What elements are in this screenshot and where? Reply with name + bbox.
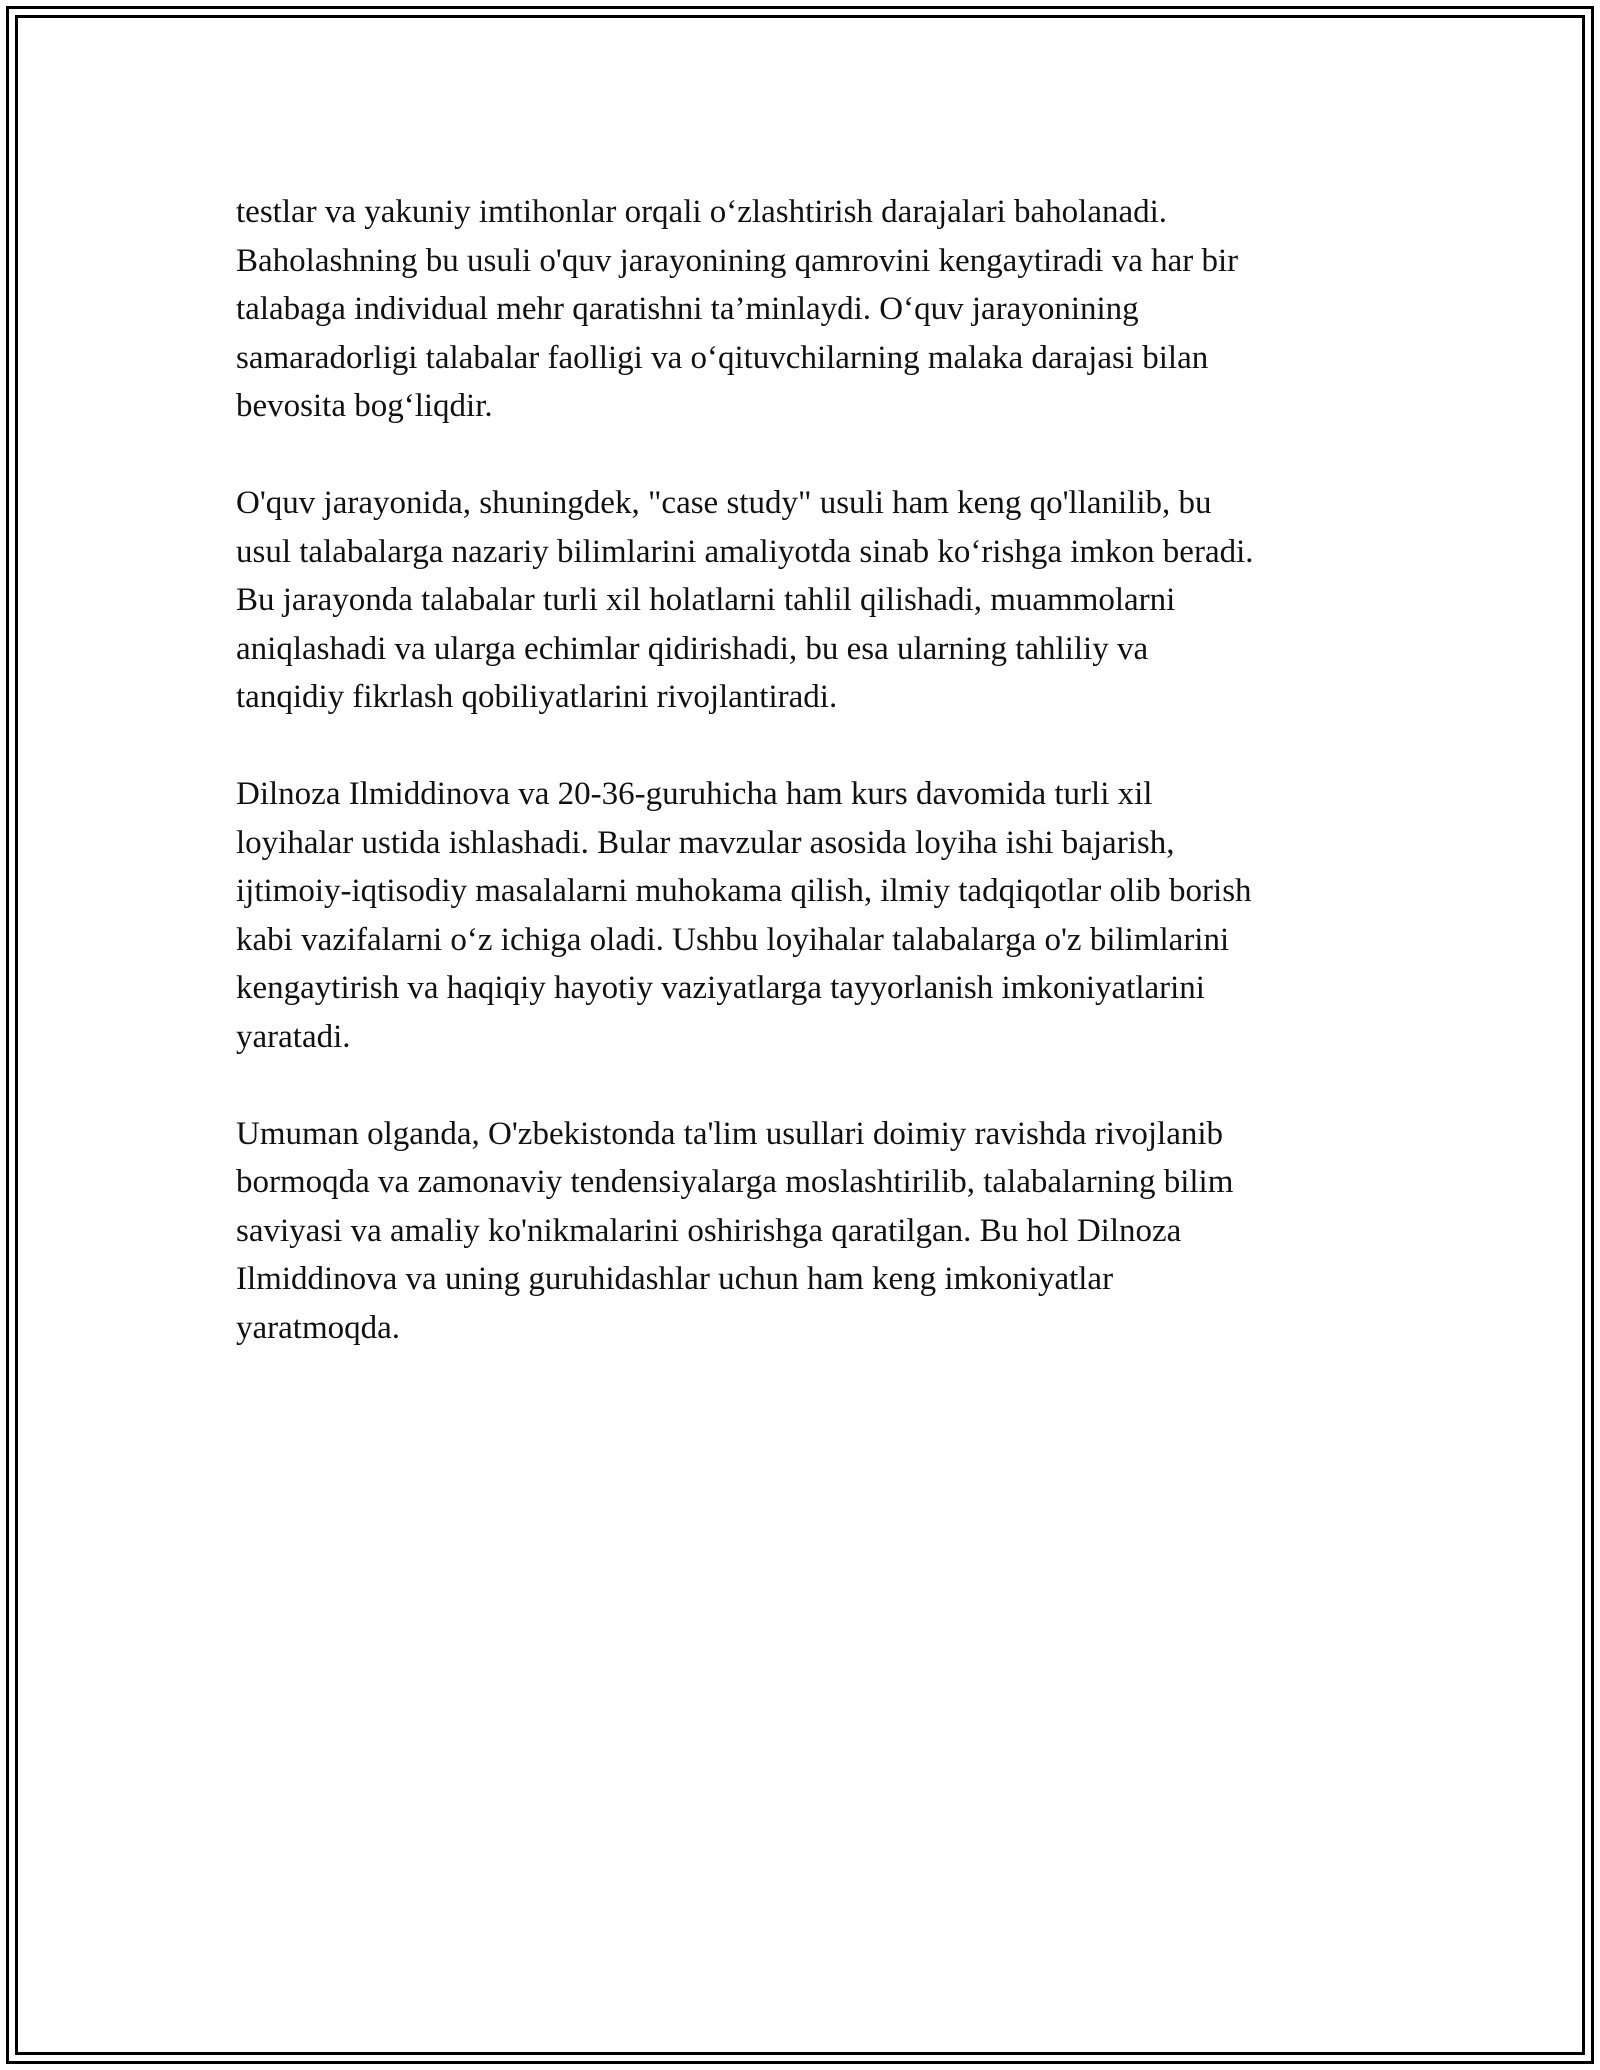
paragraph-case-study: O'quv jarayonida, shuningdek, "case study" usuli ham keng qo'llanilib, bu usul talabalarga nazariy bilimlarini amaliyotda sinab ko‘rishga imkon beradi. Bu jarayonda talabalar turli xil holatlarni tahlil qilishadi, muammolarni aniqlashadi va ularga echimlar qidirishadi, bu esa ularning tahliliy va tanqidiy fikrlash qobiliyatlarini rivojlantiradi. [236, 485, 1254, 715]
document-body [236, 188, 1376, 1401]
paragraph-conclusion: Umuman olganda, O'zbekistonda ta'lim usullari doimiy ravishda rivojlanib bormoqda va zamonaviy tendensiyalarga moslashtirilib, talabalarning bilim saviyasi va amaliy ko'nikmalarini oshirishga qaratilgan. Bu hol Dilnoza Ilmiddinova va uning guruhidashlar uchun ham keng imkoniyatlar yaratmoqda. [236, 1115, 1234, 1346]
paragraph-assessment: testlar va yakuniy imtihonlar orqali o‘zlashtirish darajalari baholanadi. Baholashning bu usuli o'quv jarayonining qamrovini kengaytiradi va har bir talabaga individual mehr qaratishni ta’minlaydi. O‘quv jarayonining samaradorligi talabalar faolligi va o‘qituvchilarning malaka darajasi bilan bevosita bog‘liqdir. [236, 194, 1239, 424]
paragraph-projects: Dilnoza Ilmiddinova va 20-36-guruhicha ham kurs davomida turli xil loyihalar ustida ishlashadi. Bular mavzular asosida loyiha ishi bajarish, ijtimoiy-iqtisodiy masalalarni muhokama qilish, ilmiy tadqiqotlar olib borish kabi vazifalarni o‘z ichiga oladi. Ushbu loyihalar talabalarga o'z bilimlarini kengaytirish va haqiqiy hayotiy vaziyatlarga tayyorlanish imkoniyatlarini yaratadi. [236, 776, 1252, 1055]
